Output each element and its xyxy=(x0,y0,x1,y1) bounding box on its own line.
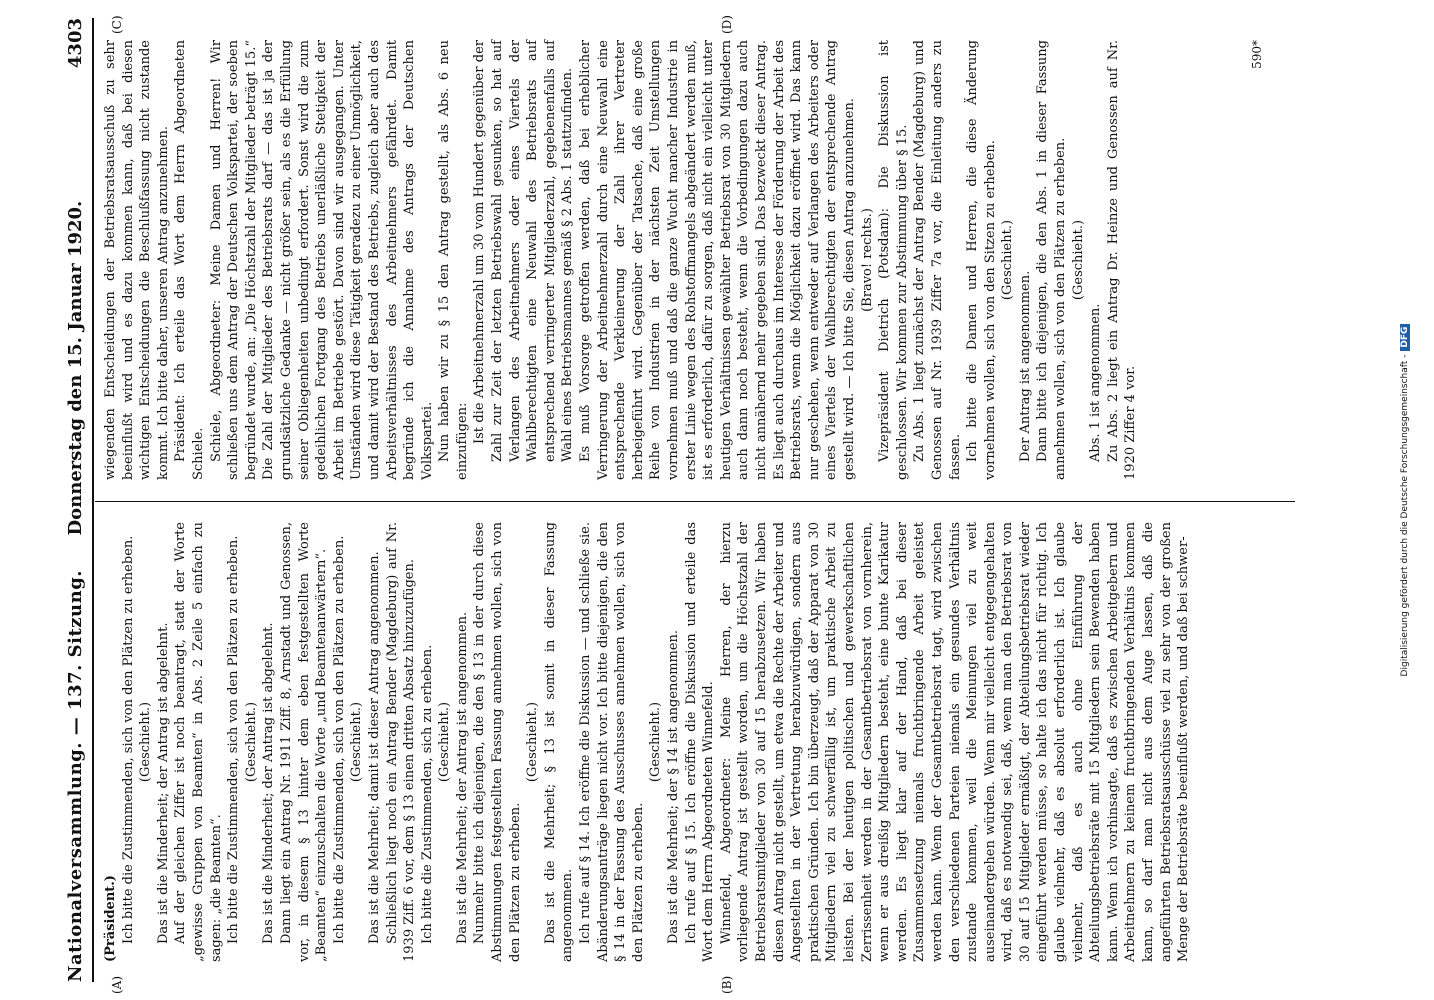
paragraph: Ich bitte die Zustimmenden, sich von den Plätzen zu erheben. xyxy=(120,535,136,944)
stage-direction: (Geschieht.) xyxy=(648,701,664,783)
margin-mark-c: (C) xyxy=(110,15,124,34)
header-right xyxy=(65,18,86,535)
paragraph: Nunmehr bitte ich diejenigen, die den § 13 in der durch diese Abstimmungen festgestellten Fassung annehmen wollen, sich von den Plätzen zu erheben. xyxy=(472,522,523,962)
stage-direction: (Geschieht.) xyxy=(437,701,453,783)
margin-mark-d: (D) xyxy=(720,15,734,34)
paragraph: Ich bitte die Damen und Herren, die diese Änderung vornehmen wollen, sich von den Sitzen zu erheben. xyxy=(965,40,998,480)
paragraph: Es muß Vorsorge getroffen werden, daß bei erheblicher Verringerung der Arbeitnehmerzahl durch eine Neuwahl eine entsprechende Verkleinerung der Zahl ihrer Vertreter herbeigeführt wird. Gegenüber der Tatsache, daß eine große Reihe von Industrien in der nächsten Zeit Umstellungen vornehmen muß und daß die ganze Wucht mancher Industrie in erster Linie wegen des Rohstoffmangels abgeändert werden muß, ist es erforderlich, dafür zu sorgen, daß nicht ein vielleicht unter heutigen Verhältnissen gewählter Betriebsrat von 30 Mitgliedern auch dann noch besteht, wenn die Vorbedingungen dazu auch nicht annähernd mehr gegeben sind. Das bezweckt dieser Antrag. Es liegt auch durchaus im Interesse der Förderung der Arbeit des Betriebsrats, wenn die Möglichkeit dazu eröffnet wird. Das kann nur geschehen, wenn entweder auf Verlangen des Arbeiters oder eines Viertels der Wahlberechtigten der entsprechende Antrag gestellt wird. — Ich bitte Sie, diesen Antrag anzunehmen. xyxy=(578,40,857,480)
stage-direction: (Bravo! rechts.) xyxy=(859,208,875,312)
paragraph: Abs. 1 ist angenommen. xyxy=(1088,303,1104,462)
paragraph: Ich rufe auf § 14. Ich eröffne die Diskussion — und schließe sie. Abänderungsanträge liegen nicht vor. Ich bitte diejenigen, die den § 14 in der Fassung des Ausschusses annehmen wollen, sich von den Plätzen zu erheben. xyxy=(578,522,646,962)
paragraph: Auf der gleichen Ziffer ist noch beantragt, statt der Worte „gewisse Gruppen von Beamten“ in Abs. 2 Zeile 5 einfach zu sagen: „die Beamten“. xyxy=(173,522,224,962)
right-column xyxy=(102,40,1140,480)
stage-direction: (Geschieht.) xyxy=(1000,219,1016,301)
stage-direction: (Geschieht.) xyxy=(138,701,154,783)
stage-direction: (Geschieht.) xyxy=(525,701,541,783)
quoted-motion: Ist die Arbeitnehmerzahl um 30 vom Hundert gegenüber der Zahl zur Zeit der letzten Betriebswahl gesunken, so hat auf Verlangen des Arbeitnehmers oder eines Viertels der Wahlberechtigten eine Neuwahl des Betriebsrats auf entsprechend verringerter Mitgliederzahl, gegebenenfalls auf Wahl eines Betriebsmannes gemäß § 2 Abs. 1 stattzufinden. xyxy=(472,40,576,462)
speech-schiele: Schiele, Abgeordneter: Meine Damen und Herren! Wir schließen uns dem Antrag der Deutschen Volkspartei, der soeben begründet wurde, an: „Die Höchstzahl der Mitglieder beträgt 15.“ Die Zahl der Mitglieder des Betriebsrats darf — das ist ja der grundsätzliche Gedanke — nicht größer sein, als es die Erfüllung seiner Obliegenheiten unbedingt erfordert. Sonst wird die zum gedeihlichen Fortgang des Betriebs unerläßliche Stetigkeit der Arbeit im Betriebe gestört. Davon sind wir ausgegangen. Unter Umständen wird diese Tätigkeit geradezu zu einer Unmöglichkeit, und damit wird der Bestand des Betriebs, zugleich aber auch des Arbeitsverhältnisses des Arbeitnehmers gefährdet. Damit begründe ich die Annahme des Antrags der Deutschen Volkspartei. xyxy=(208,40,435,480)
paragraph: Vizepräsident Dietrich (Potsdam): Die Diskussion ist geschlossen. Wir kommen zur Abstimmung über § 15. xyxy=(877,40,910,480)
stage-direction: (Geschieht.) xyxy=(243,701,259,783)
paragraph: Zu Abs. 2 liegt ein Antrag Dr. Heinze und Genossen auf Nr. 1920 Ziffer 4 vor. xyxy=(1105,40,1139,480)
paragraph: Dann bitte ich diejenigen, die den Abs. 1 in dieser Fassung annehmen wollen, sich von den Plätzen zu erheben. xyxy=(1035,40,1069,480)
paragraph: Nun haben wir zu § 15 den Antrag gestellt, als Abs. 6 neu einzufügen: xyxy=(437,40,470,480)
header-date: Donnerstag den 15. Januar 1920. xyxy=(65,200,86,536)
column-divider xyxy=(95,501,1295,502)
paragraph: Das ist die Minderheit; der Antrag ist abgelehnt. xyxy=(261,622,277,944)
paragraph: Das ist die Mehrheit; der § 14 ist angenommen. xyxy=(666,629,681,944)
paragraph: Das ist die Minderheit; der Antrag ist abgelehnt. xyxy=(155,622,171,944)
paragraph: Präsident: Ich erteile das Wort dem Herrn Abgeordneten Schiele. xyxy=(173,40,206,480)
sheet-number: 590* xyxy=(1250,40,1264,69)
paragraph: wiegenden Entscheidungen der Betriebsratsausschuß zu sehr beeinflußt wird und es dazu kommen kann, daß bei diesen wichtigen Entscheidungen die Beschlußfassung nicht zustande kommt. Ich bitte daher, unseren Antrag anzunehmen. xyxy=(103,40,171,480)
stage-direction: (Geschieht.) xyxy=(1070,219,1086,301)
dfg-logo: DFG xyxy=(1400,324,1410,351)
digitization-note xyxy=(1400,0,1410,1000)
page-number: 4303 xyxy=(65,18,86,69)
paragraph: Ich bitte die Zustimmenden, sich zu erheben. xyxy=(419,644,435,944)
paragraph: Schließlich liegt noch ein Antrag Bender (Magdeburg) auf Nr. 1939 Ziff. 6 vor, dem § 13 einen dritten Absatz hinzuzufügen. xyxy=(384,522,418,962)
paragraph: Ich bitte die Zustimmenden, sich von den Plätzen zu erheben. xyxy=(226,535,242,944)
paragraph: Ich bitte die Zustimmenden, sich von den Plätzen zu erheben. xyxy=(331,535,347,944)
paragraph: (Präsident.) xyxy=(103,875,118,962)
paragraph: Ich rufe auf § 15. Ich eröffne die Diskussion und erteile das Wort dem Herrn Abgeordneten Winnefeld. xyxy=(683,522,717,962)
paragraph: Der Antrag ist angenommen. xyxy=(1017,270,1033,462)
margin-mark-b: (B) xyxy=(720,975,734,994)
paragraph: Das ist die Mehrheit; § 13 ist somit in dieser Fassung angenommen. xyxy=(542,522,576,962)
digitization-note-text: Digitalisierung gefördert durch die Deutsche Forschungsgemeinschaft - xyxy=(1400,354,1410,677)
margin-mark-a: (A) xyxy=(110,975,124,994)
paragraph: Das ist die Mehrheit; der Antrag ist angenommen. xyxy=(454,611,470,944)
stage-direction: (Geschieht.) xyxy=(349,701,365,783)
paragraph: Das ist die Mehrheit; damit ist dieser Antrag angenommen. xyxy=(366,551,382,944)
paragraph: Dann liegt ein Antrag Nr. 1911 Ziff. 8, Arnstadt und Genossen, vor, in diesem § 13 hinter dem eben festgestellten Worte „Beamten“ einzuschalten die Worte „und Beamtenanwärtern“. xyxy=(278,522,330,962)
page-header xyxy=(52,18,94,982)
speech-winnefeld: Winnefeld, Abgeordneter: Meine Herren, der hierzu vorliegende Antrag ist gestellt worden, um die Höchstzahl der Betriebsratsmitglieder von 30 auf 15 herabzusetzen. Wir haben diesen Antrag nicht gestellt, um etwa die Rechte der Arbeiter und Angestellten in der Vertretung herabzuwürdigen, sondern aus praktischen Gründen. Ich bin überzeugt, daß der Apparat von 30 Mitgliedern viel zu schwerfällig ist, um praktische Arbeit zu leisten. Bei der heutigen politischen und gewerkschaftlichen Zerrissenheit werden in der Gesamtbetriebsrat von vornherein, wenn er aus dreißig Mitgliedern besteht, eine bunte Karikatur werden. Es liegt klar auf der Hand, daß bei dieser Zusammensetzung niemals fruchtbringende Arbeit geleistet werden kann. Wenn der Gesamtbetriebsrat tagt, wird zwischen den verschiedenen Parteien niemals ein gesundes Verhältnis zustande kommen, weil die Meinungen viel zu weit auseinandergehen würden. Wenn mir vielleicht entgegengehalten wird, daß es notwendig sei, daß, wenn man den Betriebsrat von 30 auf 15 Mitglieder ermäßigt, der Abteilungsbetriebsrat wieder eingeführt werden müsse, so halte ich das nicht für richtig. Ich glaube vielmehr, daß es absolut erforderlich ist. Ich glaube vielmehr, daß es auch ohne Einführung der Abteilungsbetriebsräte mit 15 Mitgliedern sein Bewenden haben kann. Wenn ich vorhinsagte, daß es zwischen Arbeitgebern und Arbeitnehmern zu keinem fruchtbringenden Verhältnis kommen kann, so darf man nicht aus dem Auge lassen, daß die angeführten Betriebsratsausschüsse viel zu sehr von der großen Menge der Betriebsräte beeinflußt werden, und daß bei schwer- xyxy=(718,522,1192,962)
left-column xyxy=(102,522,1193,962)
paragraph: Zu Abs. 1 liegt zunächst der Antrag Bender (Magdeburg) und Genossen auf Nr. 1939 Ziffer 7a vor, die Einleitung anders zu fassen. xyxy=(912,40,963,480)
header-left: Nationalversammlung. — 137. Sitzung. xyxy=(65,569,86,982)
